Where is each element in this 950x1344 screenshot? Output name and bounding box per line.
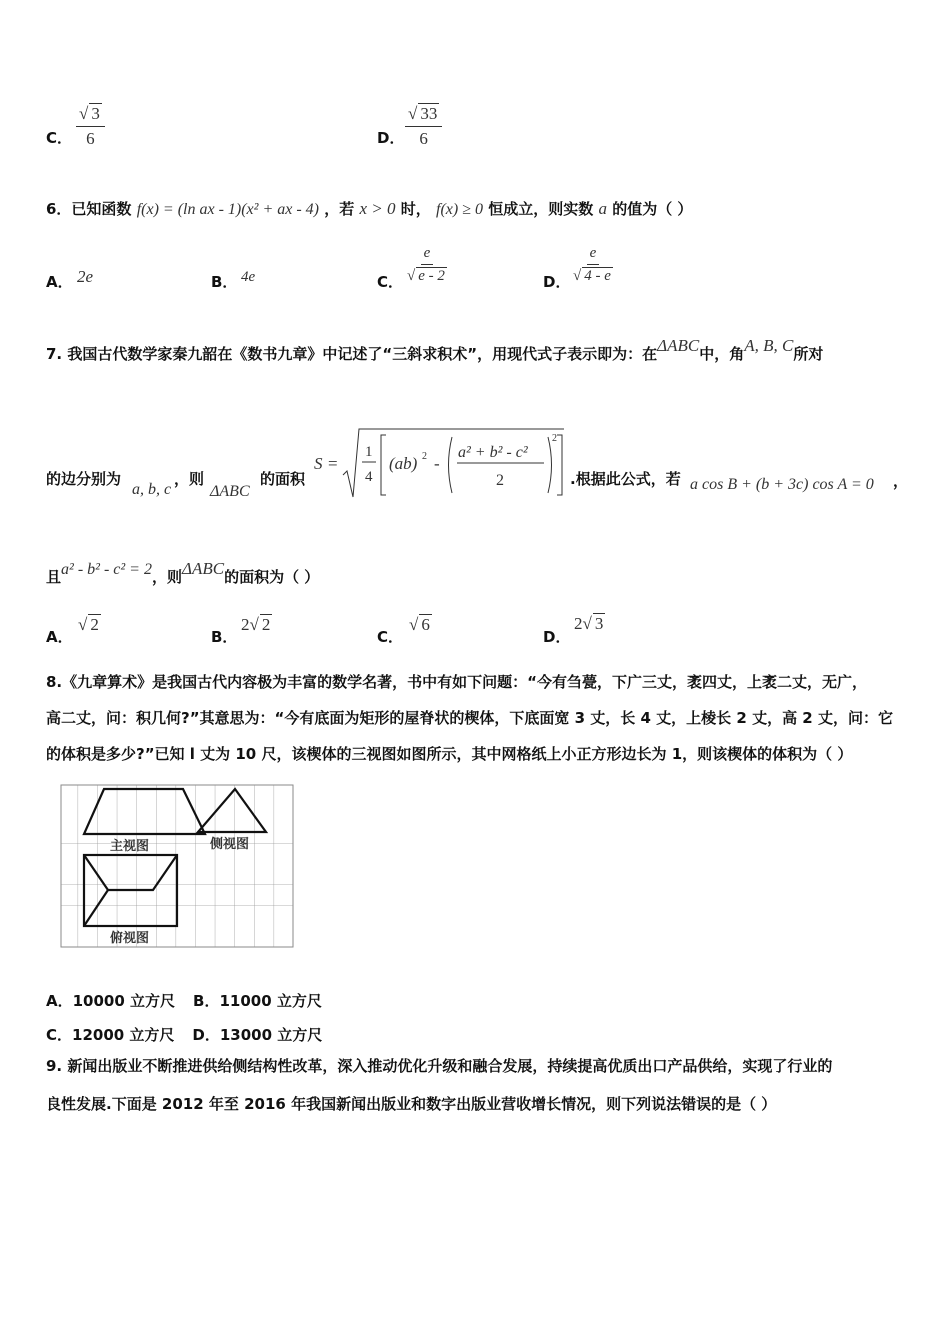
q7-line-1 <box>46 336 824 364</box>
q6-stem <box>46 198 692 219</box>
q7-area-formula <box>312 425 570 503</box>
q6-option-c-numerator: e <box>421 245 434 265</box>
formula-minus: - <box>434 454 440 473</box>
q7-line3-suffix: 的面积为（ ） <box>224 568 320 586</box>
q6-text-1: ，若 <box>324 200 355 218</box>
q5-option-d-label: D． <box>377 129 405 147</box>
q5-option-c-radicand: 3 <box>91 104 100 123</box>
formula-lparen <box>449 437 453 493</box>
formula-one: 1 <box>365 444 373 460</box>
q6-inequality: f(x) ≥ 0 <box>436 201 483 218</box>
q8-options-row-1 <box>46 990 322 1011</box>
q6-option-d-label: D． <box>543 273 571 291</box>
q6-function: f(x) = (ln ax - 1)(x² + ax - 4) <box>136 201 319 218</box>
q6-option-c-denominator: e - 2 <box>418 268 445 284</box>
q7-line3-mid: ，则 <box>151 568 182 586</box>
q7-option-b-label: B． <box>211 628 238 646</box>
q9-line-2: 良性发展.下面是 2012 年至 2016 年我国新闻出版业和数字出版业营收增长情况，则下列说法错误的是（ ） <box>46 1095 777 1113</box>
q6-condition: x > 0 <box>359 199 396 218</box>
q7-line1-mid: 中，角 <box>699 345 745 363</box>
q7-option-d-label: D． <box>543 628 571 646</box>
q6-option-b-label: B． <box>211 273 238 291</box>
formula-two: 2 <box>496 472 504 489</box>
q8-option-a: A．10000 立方尺 <box>46 992 176 1010</box>
q9-line-1: 9. 新闻出版业不断推进供给侧结构性改革，深入推动优化升级和融合发展，持续提高优质出口产品供给，实现了行业的 <box>46 1057 833 1075</box>
q5-option-c-label: C． <box>46 129 73 147</box>
q7-option-a-radicand: 2 <box>90 615 99 634</box>
formula-lbracket <box>381 435 386 495</box>
side-view-label: 侧视图 <box>210 837 250 852</box>
q7-triangle: ΔABC <box>657 336 700 355</box>
three-view-figure <box>58 782 296 950</box>
q7-option-a-value: √ 2 <box>78 615 99 634</box>
q7-line-2-prefix: 的边分别为 <box>46 470 122 488</box>
q7-option-c-label: C． <box>377 628 404 646</box>
q7-option-b-radicand: 2 <box>261 615 271 634</box>
formula-four: 4 <box>365 469 373 485</box>
q7-triangle-3: ΔABC <box>181 559 225 578</box>
q8-options-row-2 <box>46 1024 322 1045</box>
q8-option-c: C．12000 立方尺 <box>46 1026 175 1044</box>
front-view-label: 主视图 <box>110 839 150 854</box>
q6-option-d-denominator: 4 - e <box>584 268 611 284</box>
q8-line-1: 8.《九章算术》是我国古代内容极为丰富的数学名著，书中有如下问题：“今有刍甍，下广三丈，袤四丈，上袤二丈，无广， <box>46 673 867 691</box>
q7-line-2-mid1: ，则 <box>174 470 205 488</box>
q5-option-d-denominator: 6 <box>419 129 428 148</box>
q7-line3-prefix: 且 <box>46 568 62 586</box>
q6-option-b-value: 4e <box>241 269 256 285</box>
q8-option-b: B．11000 立方尺 <box>193 992 322 1010</box>
q7-condition-2: a² - b² - c² = 2 <box>61 561 152 578</box>
formula-rparen <box>548 437 552 493</box>
q5-option-d-radicand: 33 <box>420 104 438 123</box>
q7-line-3 <box>46 559 320 587</box>
q7-option-d-value: 2√ 3 <box>574 614 604 633</box>
q7-line1-suffix: 所对 <box>793 345 824 363</box>
q6-suffix: 的值为（ ） <box>612 200 693 218</box>
q6-text-3: 恒成立，则实数 <box>488 200 594 218</box>
formula-ab-exp: 2 <box>422 451 427 462</box>
q7-line-2-suffix: ， <box>893 472 909 490</box>
formula-s: S <box>314 454 323 473</box>
q6-option-a-value: 2e <box>77 267 94 286</box>
top-view-label: 俯视图 <box>110 931 150 946</box>
formula-eq: = <box>328 454 338 473</box>
q8-line-2: 高二丈，问：积几何?”其意思为：“今有底面为矩形的屋脊状的楔体，下底面宽 3 丈，长 4 丈，上棱长 2 丈，高 2 丈，问：它 <box>46 709 893 727</box>
q7-line-2-mid3: .根据此公式，若 <box>570 470 681 488</box>
formula-outer-exp: 2 <box>552 433 557 444</box>
q5-option-c-denominator: 6 <box>86 129 95 148</box>
q7-option-c-value: √ 6 <box>409 615 430 634</box>
q6-option-a-label: A． <box>46 273 73 291</box>
q6-option-c-value: $\frac{e}{√ e - 2}$ <box>407 245 445 284</box>
q7-line1-prefix: 7. 我国古代数学家秦九韶在《数书九章》中记述了“三斜求积术”，用现代式子表示即为：在 <box>46 345 658 363</box>
q6-option-d-value: $\frac{e}{√ 4 - e}$ <box>573 245 611 284</box>
formula-numerator: a² + b² - c² <box>458 444 528 461</box>
q6-option-d-numerator: e <box>587 245 600 265</box>
q7-option-d-radicand: 3 <box>594 614 604 633</box>
q8-line-3: 的体积是多少?”已知 l 丈为 10 尺，该楔体的三视图如图所示，其中网格纸上小正方形边长为 1，则该楔体的体积为（ ） <box>46 745 853 763</box>
q7-line-2-mid2: 的面积 <box>260 470 306 488</box>
q7-option-a-label: A． <box>46 628 73 646</box>
q6-text-2: 时， <box>400 200 431 218</box>
q7-condition: a cos B + (b + 3c) cos A = 0 <box>690 476 874 493</box>
q7-option-c-radicand: 6 <box>421 615 430 634</box>
q7-sides: a, b, c <box>132 481 172 498</box>
formula-ab: (ab) <box>389 454 418 473</box>
q6-variable: a <box>598 199 607 218</box>
q7-option-b-value: 2√ 2 <box>241 615 271 634</box>
q5-option-c-value: $\frac{√ 3}{6}$ <box>76 103 105 149</box>
q7-option-b-coef: 2 <box>241 615 250 634</box>
q5-option-d-value: $\frac{√ 33}{6}$ <box>405 103 442 149</box>
q7-triangle-2: ΔABC <box>210 483 250 500</box>
formula-rbracket <box>557 435 562 495</box>
q7-option-d-coef: 2 <box>574 614 583 633</box>
q6-prefix: 6．已知函数 <box>46 200 132 218</box>
q6-option-c-label: C． <box>377 273 404 291</box>
q8-option-d: D．13000 立方尺 <box>192 1026 323 1044</box>
q7-angles: A, B, C <box>744 336 794 355</box>
